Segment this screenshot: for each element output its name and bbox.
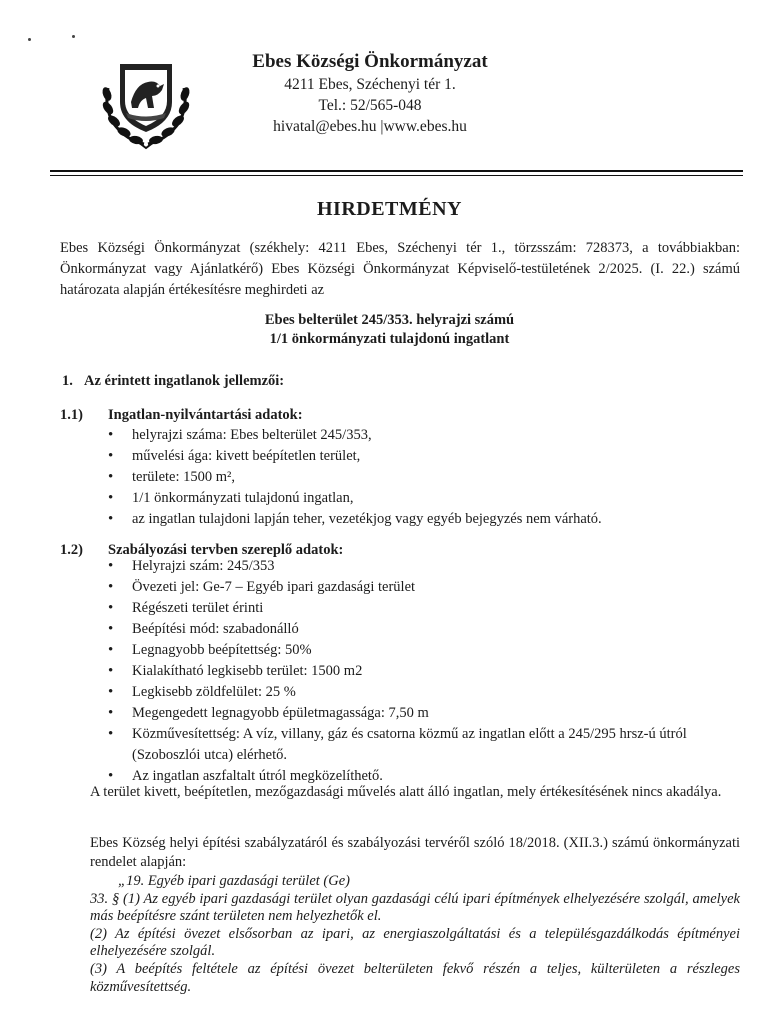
- regulation-quote: [90, 873, 740, 996]
- section-1-1-heading: [60, 406, 303, 425]
- quote-paragraph: 33. § (1) Az egyéb ipari gazdasági terület olyan gazdasági célú ipari építmények elhelyezésére szolgál, amelyek más beépítésre szánt területen nem helyezhetők el.: [90, 890, 740, 925]
- list-item: • Helyrajzi szám: 245/353: [108, 556, 743, 577]
- regulation-paragraph: Ebes Község helyi építési szabályzatáról és szabályozási tervéről szóló 18/2018. (XII.3.) számú önkormányzati rendelet alapján:: [90, 835, 740, 870]
- list-item: • művelési ága: kivett beépítetlen terület,: [108, 446, 748, 467]
- list-item: • Kialakítható legkisebb terület: 1500 m2: [108, 661, 743, 682]
- section-title: Az érintett ingatlanok jellemzői:: [84, 373, 285, 389]
- list-item: • Közművesítettség: A víz, villany, gáz és csatorna közmű az ingatlan előtt a 245/295 hrsz-ú útról (Szoboszlói utca) elérhető.: [108, 724, 743, 766]
- subject-line-2: 1/1 önkormányzati tulajdonú ingatlant: [269, 331, 510, 347]
- intro-paragraph: Ebes Községi Önkormányzat (székhely: 4211 Ebes, Széchenyi tér 1., törzsszám: 728373, a továbbiakban: Önkormányzat vagy Ajánlatkérő) Ebes Községi Önkormányzat Képviselő-testületének 2/2025. (I. 22.) számú határozata alapján értékesítésre meghirdeti az: [60, 240, 740, 298]
- list-item: • Régészeti terület érinti: [108, 598, 743, 619]
- org-phone: Tel.: 52/565-048: [318, 97, 422, 114]
- org-name: Ebes Községi Önkormányzat: [252, 51, 488, 72]
- list-item: • az ingatlan tulajdoni lapján teher, vezetékjog vagy egyéb bejegyzés nem várható.: [108, 509, 748, 530]
- list-item: • Megengedett legnagyobb épületmagassága: 7,50 m: [108, 703, 743, 724]
- list-item: • 1/1 önkormányzati tulajdonú ingatlan,: [108, 488, 748, 509]
- list-item: • Beépítési mód: szabadonálló: [108, 619, 743, 640]
- quote-paragraph: (3) A beépítés feltétele az építési övezet belterületen fekvő részén a teljes, külterületen a részleges közművesítettség.: [90, 960, 740, 995]
- list-item: • Legnagyobb beépítettség: 50%: [108, 640, 743, 661]
- list-item: • Legkisebb zöldfelület: 25 %: [108, 682, 743, 703]
- section-title: Ingatlan-nyilvántartási adatok:: [108, 407, 303, 423]
- land-status-paragraph: A terület kivett, beépítetlen, mezőgazdasági művelés alatt álló ingatlan, mely értékesítésének nincs akadálya.: [90, 784, 722, 800]
- property-registry-list: [108, 425, 748, 530]
- section-number: 1.2): [60, 542, 83, 558]
- scan-speck: [28, 38, 31, 41]
- org-contact: hivatal@ebes.hu |www.ebes.hu: [273, 118, 467, 135]
- org-address: 4211 Ebes, Széchenyi tér 1.: [284, 76, 456, 93]
- header-rule: [50, 170, 743, 172]
- list-item: • területe: 1500 m²,: [108, 467, 748, 488]
- subject-heading: [0, 311, 779, 349]
- document-title: HIRDETMÉNY: [316, 198, 462, 220]
- list-item: • helyrajzi száma: Ebes belterület 245/353,: [108, 425, 748, 446]
- quote-heading: „19. Egyéb ipari gazdasági terület (Ge): [118, 873, 350, 889]
- list-item: • Az ingatlan aszfaltalt útról megközelíthető.: [108, 766, 743, 787]
- subject-line-1: Ebes belterület 245/353. helyrajzi számú: [264, 312, 515, 328]
- section-1-heading: [62, 372, 284, 391]
- section-title: Szabályozási tervben szereplő adatok:: [108, 542, 344, 558]
- section-number: 1.1): [60, 407, 83, 423]
- coat-of-arms-icon: [98, 58, 194, 150]
- letterhead: [220, 50, 520, 137]
- scan-speck: [72, 35, 75, 38]
- section-number: 1.: [62, 373, 73, 389]
- zoning-data-list: [108, 556, 743, 787]
- quote-paragraph: (2) Az építési övezet elsősorban az ipari, az energiaszolgáltatási és a településgazdálkodás építményei elhelyezésére szolgál.: [90, 925, 740, 960]
- list-item: • Övezeti jel: Ge-7 – Egyéb ipari gazdasági terület: [108, 577, 743, 598]
- header-rule-thin: [50, 175, 743, 176]
